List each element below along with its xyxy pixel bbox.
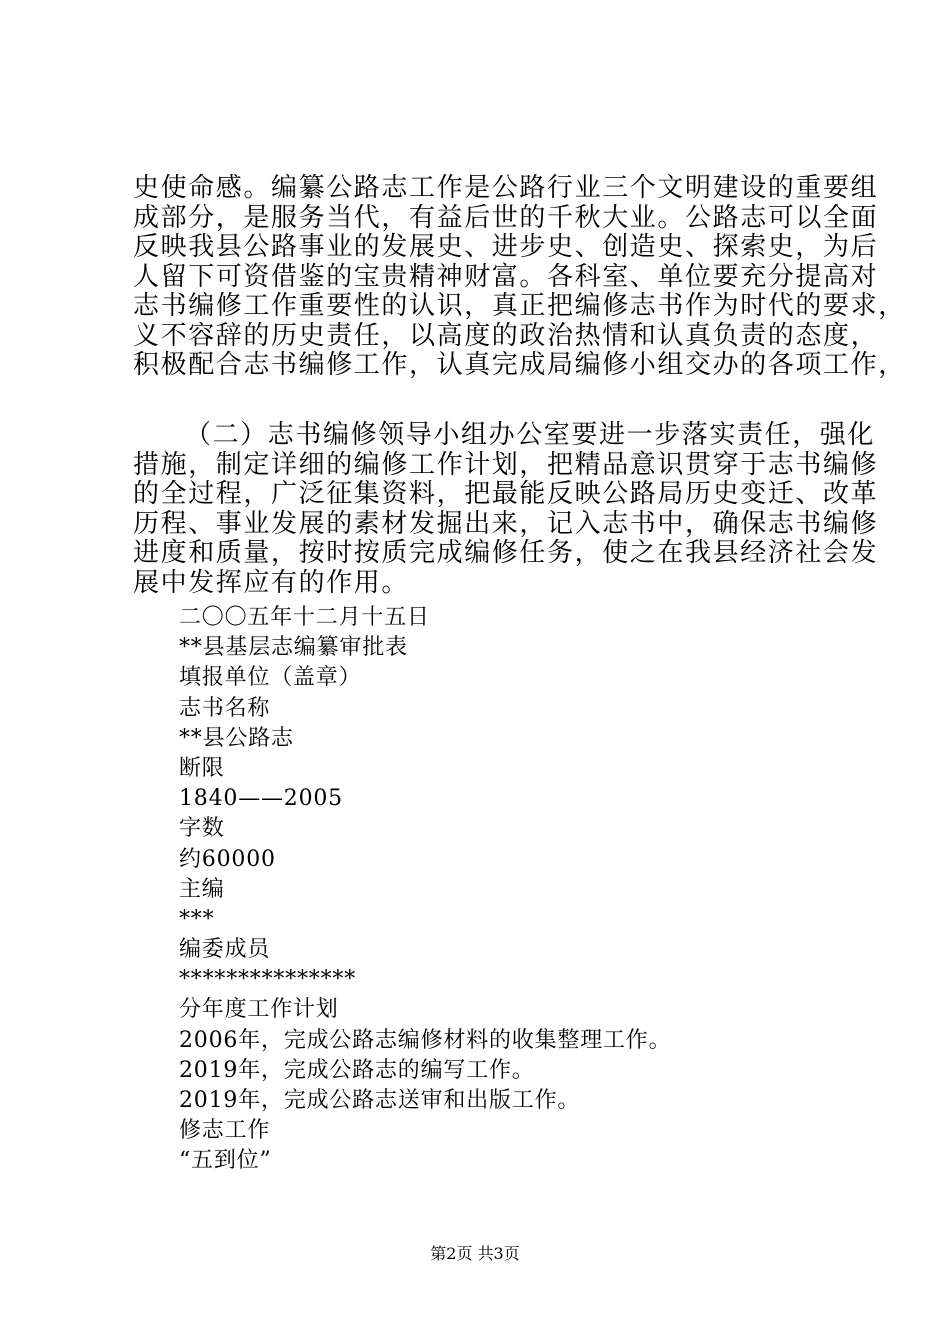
form-field-label: 主编 (179, 876, 225, 902)
paragraph-line: 历程、事业发展的素材发掘出来，记入志书中，确保志书编修 (133, 508, 879, 539)
paragraph-line: 展中发挥应有的作用。 (133, 567, 410, 598)
page-number-footer: 第2页 共3页 (430, 1244, 520, 1263)
plan-item: 2019年，完成公路志的编写工作。 (179, 1057, 535, 1083)
form-field-value: “五到位” (179, 1148, 272, 1174)
paragraph-line: 进度和质量，按时按质完成编修任务，使之在我县经济社会发 (133, 538, 879, 568)
plan-item: 2019年，完成公路志送审和出版工作。 (179, 1088, 581, 1113)
paragraph-line: （二）志书编修领导小组办公室要进一步落实责任，强化 (185, 420, 876, 450)
paragraph-line: 志书编修工作重要性的认识，真正把编修志书作为时代的要求， (133, 291, 906, 321)
form-title: **县基层志编纂审批表 (179, 635, 408, 661)
date-line: 二〇〇五年十二月十五日 (179, 605, 430, 630)
form-field-label: 填报单位（盖章） (179, 665, 362, 691)
form-field-label: 分年度工作计划 (179, 997, 339, 1023)
form-field-label: 修志工作 (179, 1118, 271, 1144)
form-field-label: 断限 (179, 755, 225, 781)
paragraph-line: 人留下可资借鉴的宝贵精神财富。各科室、单位要充分提高对 (133, 261, 879, 292)
paragraph-line: 史使命感。编纂公路志工作是公路行业三个文明建设的重要组 (133, 173, 879, 203)
form-field-value: 约60000 (179, 846, 276, 872)
paragraph-line: 成部分，是服务当代，有益后世的千秋大业。公路志可以全面 (133, 202, 879, 233)
form-field-label: 志书名称 (179, 695, 271, 721)
form-field-value: 1840——2005 (179, 786, 343, 812)
paragraph-line: 反映我县公路事业的发展史、进步史、创造史、探索史，为后 (133, 232, 879, 262)
paragraph-line: 的全过程，广泛征集资料，把最能反映公路局历史变迁、改革 (133, 479, 879, 509)
paragraph-line: 义不容辞的历史责任，以高度的政治热情和认真负责的态度， (133, 320, 879, 351)
form-field-value: **县公路志 (179, 725, 294, 751)
plan-item: 2006年，完成公路志编修材料的收集整理工作。 (179, 1027, 672, 1053)
form-field-value: *************** (179, 967, 356, 993)
form-field-value: *** (179, 906, 215, 932)
paragraph-line: 积极配合志书编修工作，认真完成局编修小组交办的各项工作， (133, 350, 906, 380)
approval-form-lines (179, 603, 859, 1177)
form-field-label: 编委成员 (179, 937, 271, 963)
form-field-label: 字数 (179, 816, 225, 842)
body-paragraph-2 (133, 420, 879, 598)
paragraph-line: 措施，制定详细的编修工作计划，把精品意识贯穿于志书编修 (133, 449, 879, 480)
body-paragraph-1 (133, 173, 906, 381)
